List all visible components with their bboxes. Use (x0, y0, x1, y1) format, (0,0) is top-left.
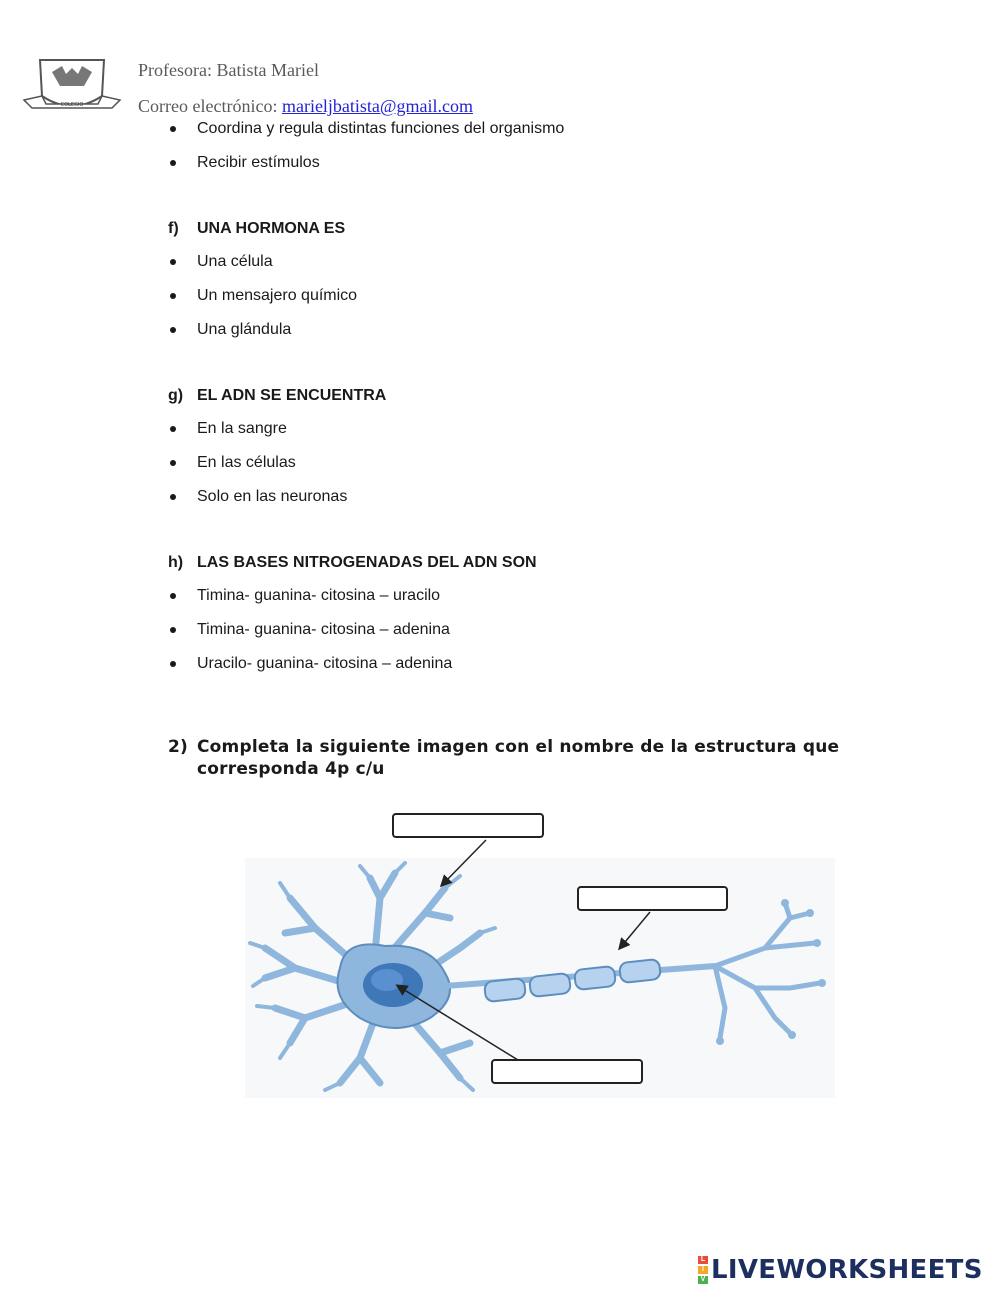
email-label: Correo electrónico: (138, 96, 282, 116)
svg-text:COLEGIO: COLEGIO (60, 102, 84, 108)
answer-box-dendrites[interactable] (392, 813, 544, 838)
brand-name: LIVEWORKSHEETS (711, 1255, 983, 1285)
teacher-name: Profesora: Batista Mariel (138, 60, 319, 80)
answer-box-myelin[interactable] (577, 886, 728, 911)
answer-box-nucleus[interactable] (491, 1059, 643, 1084)
email-link[interactable]: marieljbatista@gmail.com (281, 96, 473, 116)
liveworksheets-logo (698, 1254, 983, 1286)
brand-blocks: L I V (698, 1255, 708, 1285)
